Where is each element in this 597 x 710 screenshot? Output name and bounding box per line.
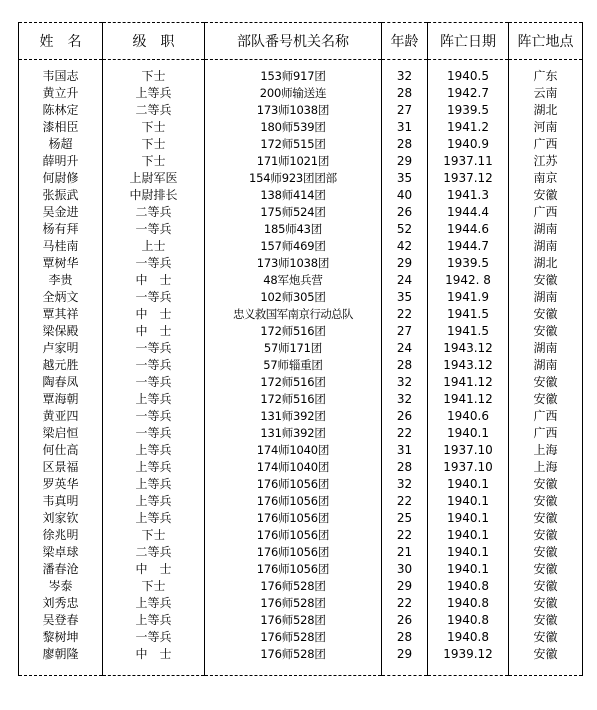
cell-age: 24	[382, 272, 428, 289]
table-row	[19, 68, 583, 85]
cell-death-place: 湖北	[509, 255, 583, 272]
cell-age: 35	[382, 170, 428, 187]
cell-age: 24	[382, 340, 428, 357]
header-unit: 部队番号机关名称	[205, 23, 382, 60]
table-row	[19, 459, 583, 476]
cell-age: 21	[382, 544, 428, 561]
cell-death-date: 1940.9	[428, 136, 509, 153]
table-row	[19, 561, 583, 578]
cell-death-place: 安徽	[509, 493, 583, 510]
table-body	[19, 60, 583, 676]
cell-age: 32	[382, 68, 428, 85]
cell-unit: 173师1038团	[205, 102, 382, 119]
cell-unit: 102师305团	[205, 289, 382, 306]
cell-unit: 153师917团	[205, 68, 382, 85]
cell-death-place: 安徽	[509, 187, 583, 204]
cell-unit: 176师1056团	[205, 510, 382, 527]
table-row	[19, 578, 583, 595]
spacer-cell	[19, 663, 103, 676]
cell-death-place: 安徽	[509, 595, 583, 612]
cell-death-place: 湖南	[509, 357, 583, 374]
cell-unit: 131师392团	[205, 425, 382, 442]
cell-unit: 171师1021团	[205, 153, 382, 170]
table-row	[19, 357, 583, 374]
cell-death-date: 1940.8	[428, 612, 509, 629]
cell-death-place: 广西	[509, 204, 583, 221]
cell-death-date: 1940.1	[428, 493, 509, 510]
cell-name: 张振武	[42, 188, 79, 202]
cell-unit: 131师392团	[205, 408, 382, 425]
table-row	[19, 612, 583, 629]
cell-death-place: 安徽	[509, 527, 583, 544]
spacer-cell	[509, 663, 583, 676]
header-death-place: 阵亡地点	[509, 23, 583, 60]
cell-death-date: 1940.1	[428, 544, 509, 561]
table-header	[19, 23, 583, 60]
cell-rank: 二等兵	[103, 204, 205, 221]
table-row	[19, 493, 583, 510]
cell-age: 28	[382, 629, 428, 646]
cell-age: 29	[382, 153, 428, 170]
cell-name: 覃树华	[42, 256, 79, 270]
casualty-roster-table	[18, 22, 583, 676]
cell-name: 罗英华	[42, 477, 79, 491]
cell-death-date: 1941.12	[428, 391, 509, 408]
cell-age: 27	[382, 102, 428, 119]
cell-unit: 175师524团	[205, 204, 382, 221]
cell-name: 何尉修	[42, 171, 79, 185]
cell-death-place: 安徽	[509, 612, 583, 629]
cell-unit: 138师414团	[205, 187, 382, 204]
cell-death-place: 上海	[509, 459, 583, 476]
cell-unit: 154师923团团部	[205, 170, 382, 187]
cell-age: 40	[382, 187, 428, 204]
table-row	[19, 391, 583, 408]
cell-rank: 二等兵	[103, 544, 205, 561]
cell-rank: 中 士	[103, 561, 205, 578]
cell-rank: 下士	[103, 136, 205, 153]
header-row	[19, 23, 583, 60]
table-row	[19, 629, 583, 646]
cell-death-place: 广西	[509, 425, 583, 442]
cell-death-place: 湖北	[509, 102, 583, 119]
cell-death-place: 安徽	[509, 629, 583, 646]
cell-age: 26	[382, 408, 428, 425]
cell-rank: 上等兵	[103, 493, 205, 510]
table-row	[19, 204, 583, 221]
cell-death-date: 1940.1	[428, 510, 509, 527]
cell-age: 29	[382, 578, 428, 595]
cell-unit: 176师1056团	[205, 476, 382, 493]
cell-death-date: 1941.9	[428, 289, 509, 306]
cell-name: 卢家明	[42, 341, 79, 355]
cell-rank: 中 士	[103, 272, 205, 289]
spacer-cell	[205, 60, 382, 69]
cell-name: 越元胜	[42, 358, 79, 372]
cell-age: 42	[382, 238, 428, 255]
cell-age: 28	[382, 357, 428, 374]
cell-name: 刘秀忠	[42, 596, 79, 610]
table-row	[19, 272, 583, 289]
table-row	[19, 136, 583, 153]
cell-death-date: 1941.3	[428, 187, 509, 204]
cell-death-date: 1941.2	[428, 119, 509, 136]
cell-age: 26	[382, 612, 428, 629]
cell-rank: 一等兵	[103, 374, 205, 391]
spacer-cell	[509, 60, 583, 69]
cell-name: 何仕高	[42, 443, 79, 457]
cell-death-place: 广东	[509, 68, 583, 85]
cell-death-date: 1942.7	[428, 85, 509, 102]
cell-death-place: 湖南	[509, 238, 583, 255]
cell-name: 廖朝隆	[42, 647, 79, 661]
cell-name: 岑泰	[48, 579, 73, 593]
cell-name: 陶春凤	[42, 375, 79, 389]
cell-unit: 172师516团	[205, 374, 382, 391]
cell-death-date: 1940.1	[428, 425, 509, 442]
cell-age: 26	[382, 204, 428, 221]
cell-rank: 上等兵	[103, 391, 205, 408]
cell-rank: 上等兵	[103, 442, 205, 459]
cell-rank: 一等兵	[103, 340, 205, 357]
cell-unit: 180师539团	[205, 119, 382, 136]
table-row	[19, 544, 583, 561]
cell-rank: 上等兵	[103, 510, 205, 527]
cell-age: 28	[382, 459, 428, 476]
table-row	[19, 102, 583, 119]
table-row	[19, 238, 583, 255]
cell-death-date: 1937.12	[428, 170, 509, 187]
cell-rank: 上等兵	[103, 85, 205, 102]
cell-unit: 176师1056团	[205, 527, 382, 544]
cell-death-place: 安徽	[509, 374, 583, 391]
cell-rank: 上尉军医	[103, 170, 205, 187]
cell-death-date: 1939.5	[428, 102, 509, 119]
cell-rank: 下士	[103, 153, 205, 170]
cell-death-place: 安徽	[509, 510, 583, 527]
cell-death-date: 1944.7	[428, 238, 509, 255]
cell-death-place: 安徽	[509, 544, 583, 561]
cell-death-date: 1937.10	[428, 459, 509, 476]
cell-death-date: 1940.8	[428, 629, 509, 646]
cell-death-place: 上海	[509, 442, 583, 459]
cell-name: 杨超	[48, 137, 73, 151]
cell-death-date: 1937.10	[428, 442, 509, 459]
table-row	[19, 255, 583, 272]
cell-rank: 上等兵	[103, 459, 205, 476]
cell-name: 黄亚四	[42, 409, 79, 423]
cell-age: 22	[382, 306, 428, 323]
cell-rank: 下士	[103, 527, 205, 544]
header-rank: 级 职	[103, 23, 205, 60]
table-row	[19, 323, 583, 340]
cell-unit: 174师1040团	[205, 442, 382, 459]
cell-death-place: 安徽	[509, 323, 583, 340]
spacer-cell	[103, 60, 205, 69]
table-row	[19, 119, 583, 136]
cell-rank: 下士	[103, 578, 205, 595]
cell-name: 薛明升	[42, 154, 79, 168]
cell-rank: 一等兵	[103, 221, 205, 238]
spacer-cell	[428, 663, 509, 676]
cell-unit: 57师171团	[205, 340, 382, 357]
cell-age: 29	[382, 646, 428, 663]
cell-death-date: 1939.5	[428, 255, 509, 272]
cell-age: 52	[382, 221, 428, 238]
cell-unit: 176师528团	[205, 629, 382, 646]
table-row	[19, 476, 583, 493]
cell-age: 32	[382, 374, 428, 391]
cell-death-place: 安徽	[509, 391, 583, 408]
cell-name: 覃海朝	[42, 392, 79, 406]
cell-unit: 173师1038团	[205, 255, 382, 272]
cell-name: 李贵	[48, 273, 73, 287]
cell-name: 全炳文	[42, 290, 79, 304]
cell-unit: 176师528团	[205, 612, 382, 629]
cell-death-place: 安徽	[509, 578, 583, 595]
cell-death-place: 湖南	[509, 221, 583, 238]
table-row	[19, 289, 583, 306]
table-row	[19, 425, 583, 442]
cell-death-place: 河南	[509, 119, 583, 136]
cell-unit: 176师528团	[205, 578, 382, 595]
cell-death-place: 安徽	[509, 476, 583, 493]
cell-age: 28	[382, 85, 428, 102]
table-row	[19, 340, 583, 357]
cell-age: 22	[382, 493, 428, 510]
cell-unit: 忠义救国军南京行动总队	[205, 306, 382, 323]
cell-unit: 172师515团	[205, 136, 382, 153]
spacer-cell	[19, 60, 103, 69]
cell-name: 吴登春	[42, 613, 79, 627]
cell-rank: 一等兵	[103, 425, 205, 442]
cell-death-date: 1941.12	[428, 374, 509, 391]
spacer-row	[19, 663, 583, 676]
spacer-cell	[428, 60, 509, 69]
cell-death-date: 1942. 8	[428, 272, 509, 289]
cell-age: 30	[382, 561, 428, 578]
cell-age: 28	[382, 136, 428, 153]
cell-name: 韦国志	[42, 69, 79, 83]
cell-rank: 中 士	[103, 323, 205, 340]
cell-name: 梁启恒	[42, 426, 79, 440]
cell-death-place: 广西	[509, 136, 583, 153]
cell-unit: 57师辎重团	[205, 357, 382, 374]
cell-rank: 上等兵	[103, 476, 205, 493]
table-row	[19, 187, 583, 204]
spacer-cell	[103, 663, 205, 676]
table-row	[19, 85, 583, 102]
cell-death-place: 湖南	[509, 289, 583, 306]
cell-death-date: 1941.5	[428, 306, 509, 323]
cell-name: 梁卓球	[42, 545, 79, 559]
cell-death-place: 安徽	[509, 272, 583, 289]
cell-death-date: 1939.12	[428, 646, 509, 663]
cell-rank: 二等兵	[103, 102, 205, 119]
table-row	[19, 306, 583, 323]
cell-death-date: 1944.6	[428, 221, 509, 238]
cell-death-date: 1937.11	[428, 153, 509, 170]
cell-rank: 下士	[103, 119, 205, 136]
cell-name: 梁保殿	[42, 324, 79, 338]
cell-rank: 中 士	[103, 646, 205, 663]
cell-unit: 157师469团	[205, 238, 382, 255]
cell-name: 黄立升	[42, 86, 79, 100]
cell-unit: 174师1040团	[205, 459, 382, 476]
cell-death-date: 1943.12	[428, 357, 509, 374]
table-row	[19, 646, 583, 663]
cell-death-date: 1944.4	[428, 204, 509, 221]
cell-age: 31	[382, 119, 428, 136]
cell-death-place: 云南	[509, 85, 583, 102]
table-row	[19, 153, 583, 170]
spacer-cell	[382, 60, 428, 69]
cell-age: 32	[382, 391, 428, 408]
cell-death-date: 1940.8	[428, 595, 509, 612]
cell-rank: 上等兵	[103, 612, 205, 629]
cell-name: 马桂南	[42, 239, 79, 253]
cell-death-date: 1940.1	[428, 476, 509, 493]
cell-death-place: 安徽	[509, 561, 583, 578]
cell-name: 漆相臣	[42, 120, 79, 134]
cell-age: 25	[382, 510, 428, 527]
cell-name: 陈林定	[42, 103, 79, 117]
table-row	[19, 442, 583, 459]
cell-rank: 下士	[103, 68, 205, 85]
cell-rank: 一等兵	[103, 408, 205, 425]
cell-age: 31	[382, 442, 428, 459]
cell-death-date: 1940.5	[428, 68, 509, 85]
table-row	[19, 374, 583, 391]
cell-name: 区景福	[42, 460, 79, 474]
cell-unit: 48军炮兵营	[205, 272, 382, 289]
header-age: 年龄	[382, 23, 428, 60]
table-row	[19, 527, 583, 544]
cell-age: 35	[382, 289, 428, 306]
cell-unit: 200师输送连	[205, 85, 382, 102]
cell-death-place: 湖南	[509, 340, 583, 357]
cell-unit: 172师516团	[205, 391, 382, 408]
cell-rank: 一等兵	[103, 255, 205, 272]
table-row	[19, 408, 583, 425]
cell-death-date: 1940.1	[428, 561, 509, 578]
cell-death-date: 1943.12	[428, 340, 509, 357]
cell-age: 32	[382, 476, 428, 493]
cell-age: 22	[382, 595, 428, 612]
cell-rank: 中 士	[103, 306, 205, 323]
cell-name: 刘家钦	[42, 511, 79, 525]
cell-death-place: 南京	[509, 170, 583, 187]
cell-death-place: 安徽	[509, 306, 583, 323]
table-row	[19, 170, 583, 187]
cell-name: 黎树坤	[42, 630, 79, 644]
cell-age: 22	[382, 527, 428, 544]
cell-unit: 172师516团	[205, 323, 382, 340]
table-row	[19, 595, 583, 612]
cell-name: 潘春沧	[42, 562, 79, 576]
cell-name: 覃其祥	[42, 307, 79, 321]
cell-death-date: 1940.6	[428, 408, 509, 425]
header-name: 姓 名	[19, 23, 103, 60]
cell-death-place: 江苏	[509, 153, 583, 170]
spacer-cell	[205, 663, 382, 676]
cell-unit: 185师43团	[205, 221, 382, 238]
cell-rank: 一等兵	[103, 629, 205, 646]
cell-rank: 一等兵	[103, 357, 205, 374]
cell-name: 杨有拜	[42, 222, 79, 236]
spacer-row	[19, 60, 583, 69]
cell-unit: 176师528团	[205, 646, 382, 663]
cell-rank: 一等兵	[103, 289, 205, 306]
cell-age: 22	[382, 425, 428, 442]
cell-name: 徐兆明	[42, 528, 79, 542]
table-row	[19, 221, 583, 238]
spacer-cell	[382, 663, 428, 676]
cell-death-place: 广西	[509, 408, 583, 425]
cell-unit: 176师528团	[205, 595, 382, 612]
cell-age: 29	[382, 255, 428, 272]
cell-death-date: 1940.8	[428, 578, 509, 595]
cell-death-date: 1940.1	[428, 527, 509, 544]
cell-name: 韦真明	[42, 494, 79, 508]
header-death-date: 阵亡日期	[428, 23, 509, 60]
cell-rank: 上等兵	[103, 595, 205, 612]
cell-age: 27	[382, 323, 428, 340]
cell-death-place: 安徽	[509, 646, 583, 663]
table-row	[19, 510, 583, 527]
cell-rank: 上士	[103, 238, 205, 255]
cell-unit: 176师1056团	[205, 544, 382, 561]
cell-name: 吴金进	[42, 205, 79, 219]
cell-unit: 176师1056团	[205, 561, 382, 578]
cell-death-date: 1941.5	[428, 323, 509, 340]
cell-unit: 176师1056团	[205, 493, 382, 510]
cell-rank: 中尉排长	[103, 187, 205, 204]
